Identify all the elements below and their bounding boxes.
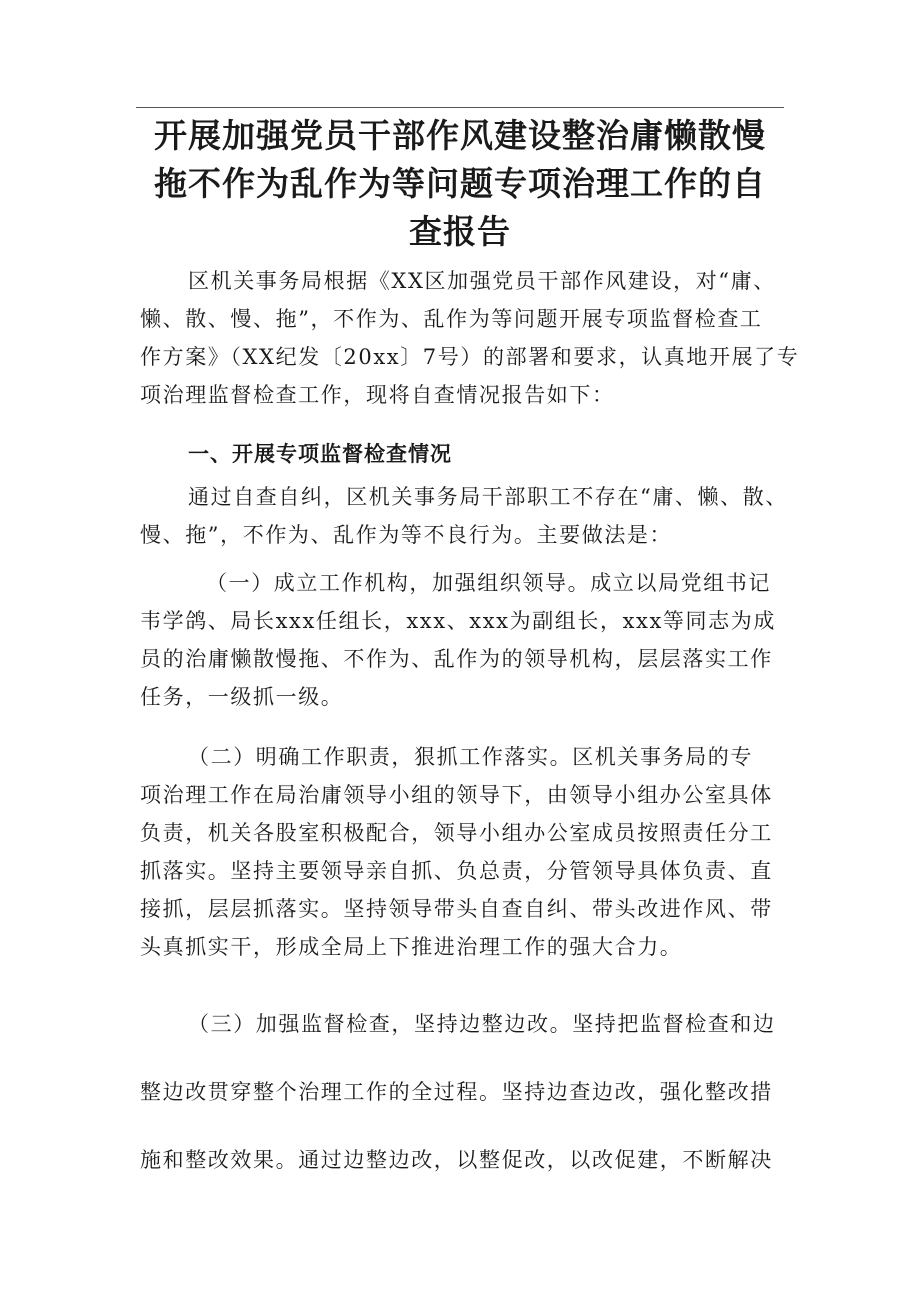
- text-line: 施和整改效果。通过边整边改，以整促改，以改促建，不断解决: [140, 1148, 773, 1172]
- text-line: 抓落实。坚持主要领导亲自抓、负总责，分管领导具体负责、直: [140, 859, 773, 883]
- text-line: （一）成立工作机构，加强组织领导。成立以局党组书记: [206, 571, 771, 595]
- text-line: （三）加强监督检查，坚持边整边改。坚持把监督检查和边: [188, 1012, 776, 1036]
- document-title: [130, 112, 790, 256]
- text-line: 通过自查自纠，区机关事务局干部职工不存在“庸、懒、散、: [188, 485, 788, 509]
- text-line: （二）明确工作职责，狠抓工作落实。区机关事务局的专: [188, 745, 753, 769]
- text-line: 韦学鸽、局长xxx任组长，xxx、xxx为副组长，xxx等同志为成: [140, 609, 776, 633]
- text-line: 接抓，层层抓落实。坚持领导带头自查自纠、带头改进作风、带: [140, 897, 773, 921]
- text-line: 慢、拖”，不作为、乱作为等不良行为。主要做法是：: [140, 523, 673, 547]
- intro-paragraph: [140, 262, 800, 414]
- header-rule: [136, 107, 784, 108]
- text-line: 任务，一级抓一级。: [140, 685, 344, 709]
- text-line: 头真抓实干，形成全局上下推进治理工作的强大合力。: [140, 935, 683, 959]
- text-line: 整边改贯穿整个治理工作的全过程。坚持边查边改，强化整改措: [140, 1080, 773, 1104]
- measure-two-paragraph: [140, 738, 790, 966]
- text-line: 负责，机关各股室积极配合，领导小组办公室成员按照责任分工: [140, 821, 773, 845]
- section-heading: 一、开展专项监督检查情况: [188, 442, 452, 466]
- measure-one-paragraph: [140, 564, 790, 716]
- text-line: 作方案》（XX纪发〔20xx〕7号）的部署和要求，认真地开展了专: [140, 345, 800, 369]
- title-line: 查报告: [409, 212, 511, 251]
- text-line: 项治理工作在局治庸领导小组的领导下，由领导小组办公室具体: [140, 783, 773, 807]
- title-line: 开展加强党员干部作风建设整治庸懒散慢: [154, 116, 766, 155]
- summary-paragraph: [140, 478, 790, 554]
- text-line: 员的治庸懒散慢拖、不作为、乱作为的领导机构，层层落实工作: [140, 647, 773, 671]
- measure-three-paragraph: [140, 990, 790, 1194]
- text-line: 区机关事务局根据《XX区加强党员干部作风建设，对“庸、: [188, 269, 776, 293]
- text-line: 懒、散、慢、拖”，不作为、乱作为等问题开展专项监督检查工: [140, 307, 763, 331]
- text-line: 项治理监督检查工作，现将自查情况报告如下：: [140, 383, 615, 407]
- title-line: 拖不作为乱作为等问题专项治理工作的自: [154, 164, 766, 203]
